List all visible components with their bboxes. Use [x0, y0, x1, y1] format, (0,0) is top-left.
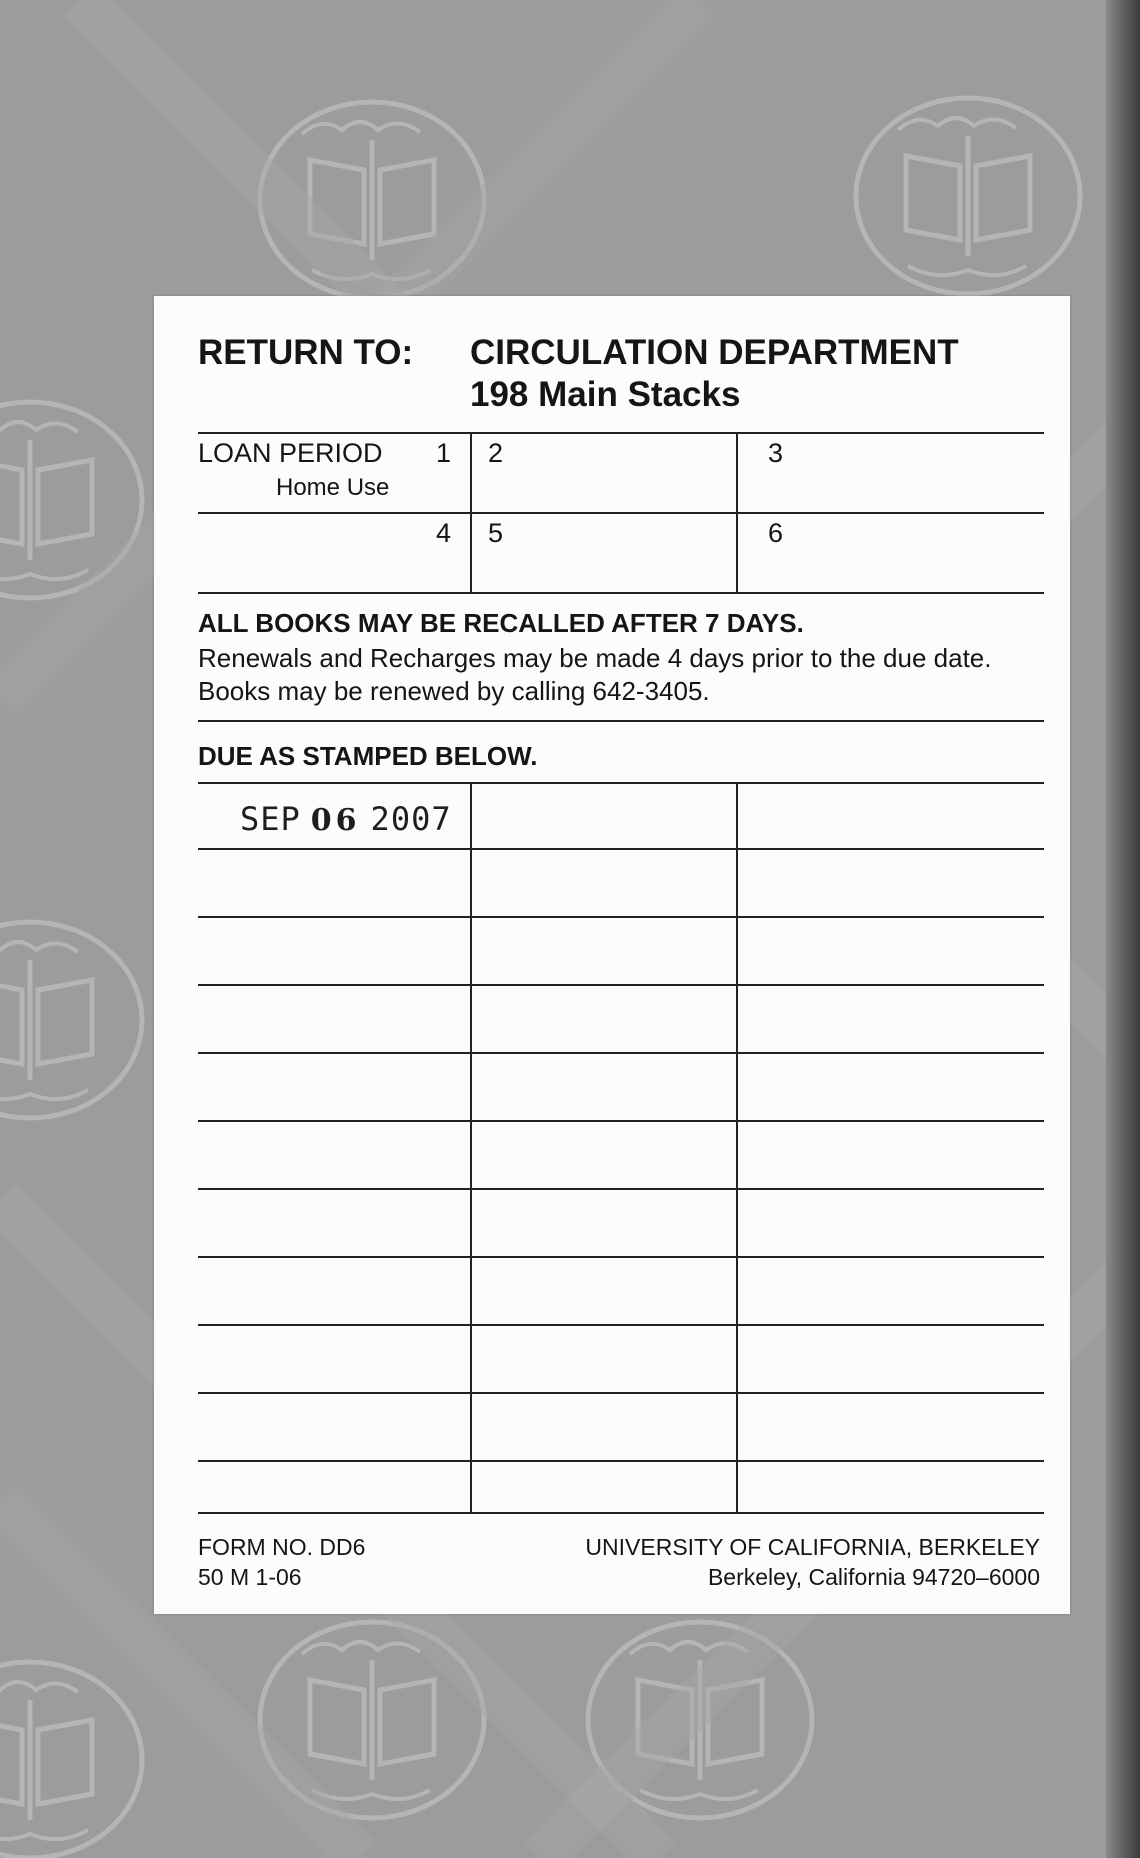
grid-line [198, 1120, 1044, 1122]
grid-line [198, 592, 1044, 594]
form-info [198, 1532, 365, 1592]
grid-line [198, 1256, 1044, 1258]
grid-line [198, 916, 1044, 918]
due-date-slip [154, 296, 1070, 1614]
loan-cell-6: 6 [768, 518, 784, 548]
return-address [470, 332, 959, 416]
renewal-notice: Renewals and Recharges may be made 4 days prior to the due date. Books may be renewed by calling 642-3405. [198, 643, 992, 706]
department-location: 198 Main Stacks [470, 375, 741, 414]
grid-line [198, 1460, 1044, 1462]
loan-cell-5: 5 [488, 518, 504, 548]
loan-cell-4: 4 [436, 518, 452, 548]
grid-line [198, 1512, 1044, 1514]
grid-line [198, 782, 1044, 784]
due-date-stamp [240, 800, 452, 838]
grid-line [470, 782, 472, 1512]
grid-line [470, 432, 472, 592]
grid-line [198, 432, 1044, 434]
recall-notice: ALL BOOKS MAY BE RECALLED AFTER 7 DAYS. [198, 608, 804, 638]
grid-line [198, 1188, 1044, 1190]
stamp-year: 2007 [370, 800, 452, 838]
divider [198, 720, 1044, 722]
loan-cell-1: 1 [436, 438, 452, 468]
loan-cell-2: 2 [488, 438, 504, 468]
grid-line [736, 432, 738, 592]
form-number: FORM NO. DD6 [198, 1534, 366, 1560]
publisher-info [585, 1532, 1040, 1592]
due-as-stamped-title: DUE AS STAMPED BELOW. [198, 741, 538, 771]
print-run: 50 M 1-06 [198, 1564, 302, 1590]
grid-line [198, 1392, 1044, 1394]
return-to-label: RETURN TO: [198, 333, 414, 372]
home-use-label: Home Use [276, 474, 390, 501]
grid-line [198, 1324, 1044, 1326]
university-name: UNIVERSITY OF CALIFORNIA, BERKELEY [585, 1534, 1040, 1560]
loan-period-label: LOAN PERIOD [198, 438, 383, 468]
grid-line [736, 782, 738, 1512]
grid-line [198, 512, 1044, 514]
loan-cell-3: 3 [768, 438, 784, 468]
grid-line [198, 984, 1044, 986]
book-spine-shadow [1106, 0, 1140, 1858]
stamp-day: 06 [310, 803, 361, 838]
grid-line [198, 848, 1044, 850]
grid-line [198, 1052, 1044, 1054]
department-name: CIRCULATION DEPARTMENT [470, 333, 959, 372]
university-address: Berkeley, California 94720–6000 [707, 1564, 1040, 1590]
stamp-month: SEP [240, 800, 301, 838]
